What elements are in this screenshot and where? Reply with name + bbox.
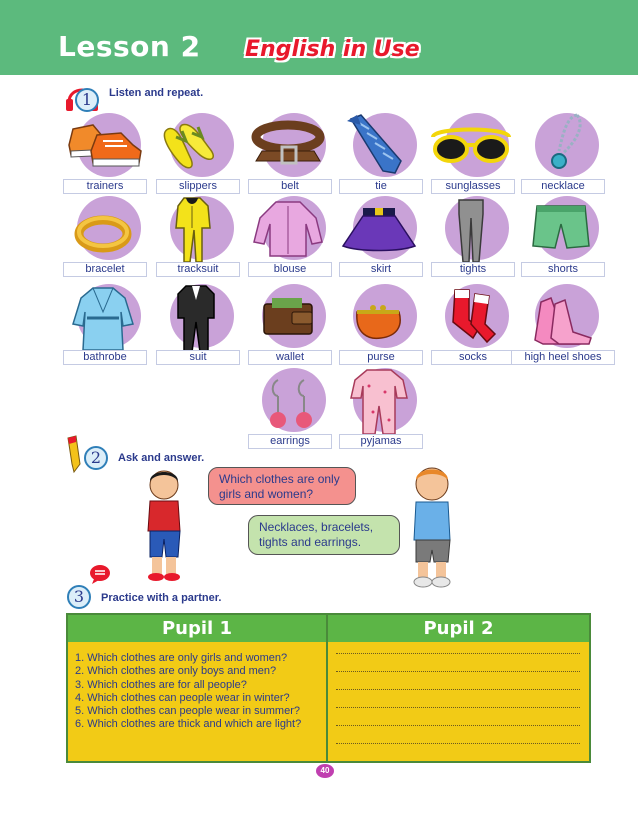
item-label: pyjamas <box>339 434 423 449</box>
section-1-instruction: Listen and repeat. <box>109 87 204 99</box>
item-trainers[interactable] <box>63 113 143 199</box>
suit-icon <box>156 282 236 352</box>
high-heel-shoes-icon <box>521 282 601 352</box>
item-label: suit <box>156 350 240 365</box>
item-label: bracelet <box>63 262 147 277</box>
necklace-icon <box>521 111 601 181</box>
item-necklace[interactable] <box>521 113 601 199</box>
section-2-instruction: Ask and answer. <box>118 452 205 464</box>
wallet-icon <box>248 282 328 352</box>
page-number: 40 <box>316 764 334 778</box>
item-label: trainers <box>63 179 147 194</box>
item-tights[interactable] <box>431 196 511 282</box>
lesson-title: Lesson 2 <box>58 30 201 63</box>
item-purse[interactable] <box>339 284 419 370</box>
pyjamas-icon <box>339 366 419 436</box>
topic-title: English in Use <box>245 37 420 62</box>
shorts-icon <box>521 194 601 264</box>
item-blouse[interactable] <box>248 196 328 282</box>
item-shorts[interactable] <box>521 196 601 282</box>
column-header-pupil-2: Pupil 2 <box>328 615 589 642</box>
trainers-icon <box>63 111 143 181</box>
speech-icon <box>89 564 111 584</box>
belt-icon <box>248 111 328 181</box>
purse-icon <box>339 282 419 352</box>
item-label: necklace <box>521 179 605 194</box>
item-pyjamas[interactable] <box>339 368 419 454</box>
question-item: 3. Which clothes are for all people? <box>75 678 247 691</box>
item-label: skirt <box>339 262 423 277</box>
bathrobe-icon <box>63 282 143 352</box>
skirt-icon <box>339 194 419 264</box>
item-label: tights <box>431 262 515 277</box>
item-label: shorts <box>521 262 605 277</box>
item-label: purse <box>339 350 423 365</box>
item-wallet[interactable] <box>248 284 328 370</box>
section-1-number: 1 <box>75 88 99 112</box>
item-label: sunglasses <box>431 179 515 194</box>
item-sunglasses[interactable] <box>431 113 511 199</box>
pencil-icon <box>64 434 82 474</box>
answer-line-6[interactable] <box>336 743 580 744</box>
item-tie[interactable] <box>339 113 419 199</box>
item-label: tracksuit <box>156 262 240 277</box>
item-label: bathrobe <box>63 350 147 365</box>
item-label: earrings <box>248 434 332 449</box>
boy-character-left <box>136 465 196 585</box>
practice-table <box>66 613 591 763</box>
speech-bubble-question: Which clothes are only girls and women? <box>208 467 356 505</box>
question-item: 5. Which clothes can people wear in summer? <box>75 705 300 718</box>
tracksuit-icon <box>156 194 236 264</box>
item-suit[interactable] <box>156 284 236 370</box>
item-label: slippers <box>156 179 240 194</box>
answer-line-2[interactable] <box>336 671 580 672</box>
tie-icon <box>339 111 419 181</box>
answer-line-5[interactable] <box>336 725 580 726</box>
item-earrings[interactable] <box>248 368 328 454</box>
question-item: 4. Which clothes can people wear in winter? <box>75 691 290 704</box>
answer-line-1[interactable] <box>336 653 580 654</box>
item-tracksuit[interactable] <box>156 196 236 282</box>
section-2-number: 2 <box>84 446 108 470</box>
item-label: high heel shoes <box>511 350 615 365</box>
item-bracelet[interactable] <box>63 196 143 282</box>
slippers-icon <box>156 111 236 181</box>
item-slippers[interactable] <box>156 113 236 199</box>
item-bathrobe[interactable] <box>63 284 143 370</box>
section-3-instruction: Practice with a partner. <box>101 592 222 604</box>
item-high-heel-shoes[interactable] <box>521 284 601 370</box>
section-3-number: 3 <box>67 585 91 609</box>
answer-line-4[interactable] <box>336 707 580 708</box>
item-label: tie <box>339 179 423 194</box>
item-belt[interactable] <box>248 113 328 199</box>
item-skirt[interactable] <box>339 196 419 282</box>
item-label: blouse <box>248 262 332 277</box>
item-label: belt <box>248 179 332 194</box>
bracelet-icon <box>63 194 143 264</box>
column-header-pupil-1: Pupil 1 <box>68 615 326 642</box>
question-item: 2. Which clothes are only boys and men? <box>75 665 277 678</box>
item-socks[interactable] <box>431 284 511 370</box>
earrings-icon <box>248 366 328 436</box>
item-label: socks <box>431 350 515 365</box>
item-label: wallet <box>248 350 332 365</box>
boy-character-right <box>408 462 458 592</box>
question-item: 6. Which clothes are thick and which are light? <box>75 718 302 731</box>
answer-line-3[interactable] <box>336 689 580 690</box>
question-item: 1. Which clothes are only girls and women? <box>75 652 288 664</box>
question-list <box>75 652 323 732</box>
tights-icon <box>431 194 511 264</box>
sunglasses-icon <box>431 111 511 181</box>
speech-bubble-answer: Necklaces, bracelets, tights and earrings. <box>248 515 400 555</box>
blouse-icon <box>248 194 328 264</box>
socks-icon <box>431 282 511 352</box>
column-divider <box>326 615 328 761</box>
